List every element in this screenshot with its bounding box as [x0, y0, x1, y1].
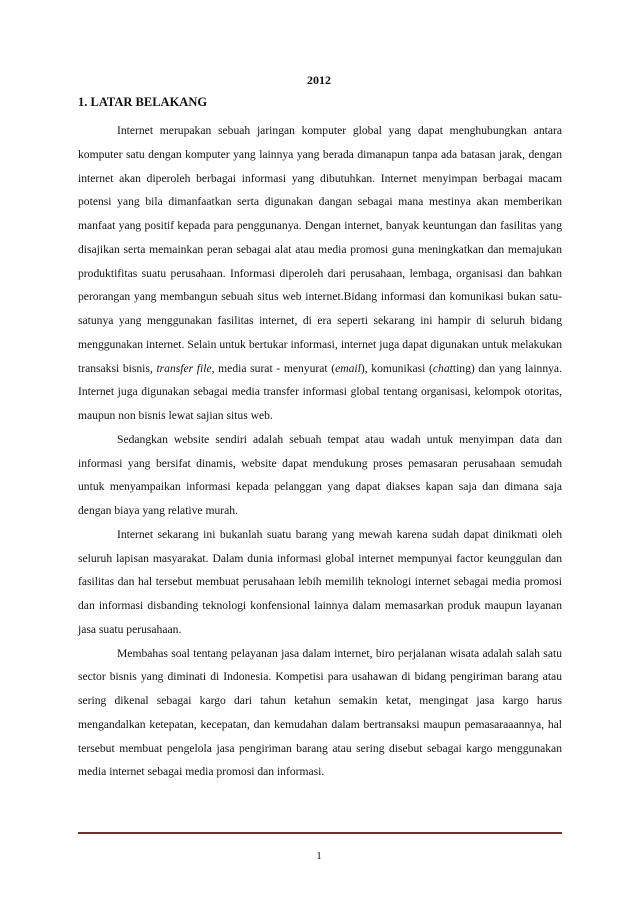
page-number: 1	[316, 850, 322, 862]
section-heading: 1. LATAR BELAKANG	[78, 95, 208, 109]
paragraph-1-text-d: ting) dan yang lainnya. Internet juga digunakan sebagai media transfer informasi global tentang organisasi, kelompok otoritas, maupun non bisnis lewat sajian situs web.	[78, 361, 562, 422]
paragraph-1-text-a: Internet merupakan sebuah jaringan komputer global yang dapat menghubungkan antara komputer satu dengan komputer yang lainnya yang berada dimanapun tanpa ada batasan jarak, dengan internet akan diperoleh berbagai informasi yang dibutuhkan. Internet menyimpan berbagai macam potensi yang bila dimanfaatkan serta digunakan dangan sebagai mana mestinya akan memberikan manfaat yang positif kepada para penggunanya. Dengan internet, banyak keuntungan dan fasilitas yang disajikan serta memainkan peran sebagai alat atau media promosi guna meningkatkan dan memajukan produktifitas suatu perusahaan. Informasi diperoleh dari perusahaan, lembaga, organisasi dan bahkan perorangan yang membangun sebuah situs web internet.Bidang informasi dan komunikasi bukan satu-satunya yang menggunakan fasilitas internet, di era seperti sekarang ini hampir di seluruh bidang menggunakan internet. Selain untuk bertukar informasi, internet juga dapat digunakan untuk melakukan transaksi bisnis,	[78, 124, 562, 375]
paragraph-3: Internet sekarang ini bukanlah suatu barang yang mewah karena sudah dapat dinikmati oleh seluruh lapisan masyarakat. Dalam dunia informasi global internet mempunyai factor keunggulan dan fasilitas dan hal tersebut membuat perusahaan lebih memilih teknologi internet sebagai media promosi dan informasi disbanding teknologi konfensional lainnya dalam memasarkan produk maupun layanan jasa suatu perusahaan.	[78, 527, 562, 636]
italic-term-transfer-file: transfer file	[156, 361, 212, 375]
italic-term-chat: chat	[432, 361, 453, 375]
paragraph-1-text-b: , media surat - menyurat (	[211, 361, 336, 375]
body-text	[78, 119, 562, 784]
document-year: 2012	[307, 73, 331, 87]
paragraph-4: Membahas soal tentang pelayanan jasa dalam internet, biro perjalanan wisata adalah salah satu sector bisnis yang diminati di Indonesia. Kompetisi para usahawan di bidang pengiriman barang atau sering dikenal sebagai kargo dari tahun ketahun semakin ketat, mengingat jasa kargo harus mengandalkan ketepatan, kecepatan, dan kemudahan dalam bertransaksi maupun pemasaraaannya, hal tersebut membuat pengelola jasa pengiriman barang atau sering disebut sebagai kargo menggunakan media internet sebagai media promosi dan informasi.	[78, 646, 562, 779]
italic-term-email: email	[335, 361, 361, 375]
paragraph-2: Sedangkan website sendiri adalah sebuah tempat atau wadah untuk menyimpan data dan informasi yang bersifat dinamis, website dapat mendukung proses pemasaran perusahaan semudah untuk menyampaikan informasi kepada pelanggan yang dapat diakses kapan saja dan dimana saja dengan biaya yang relative murah.	[78, 432, 562, 517]
paragraph-1-text-c: ), komunikasi (	[360, 361, 433, 375]
paragraph-1	[78, 119, 562, 428]
footer-divider	[78, 832, 562, 834]
